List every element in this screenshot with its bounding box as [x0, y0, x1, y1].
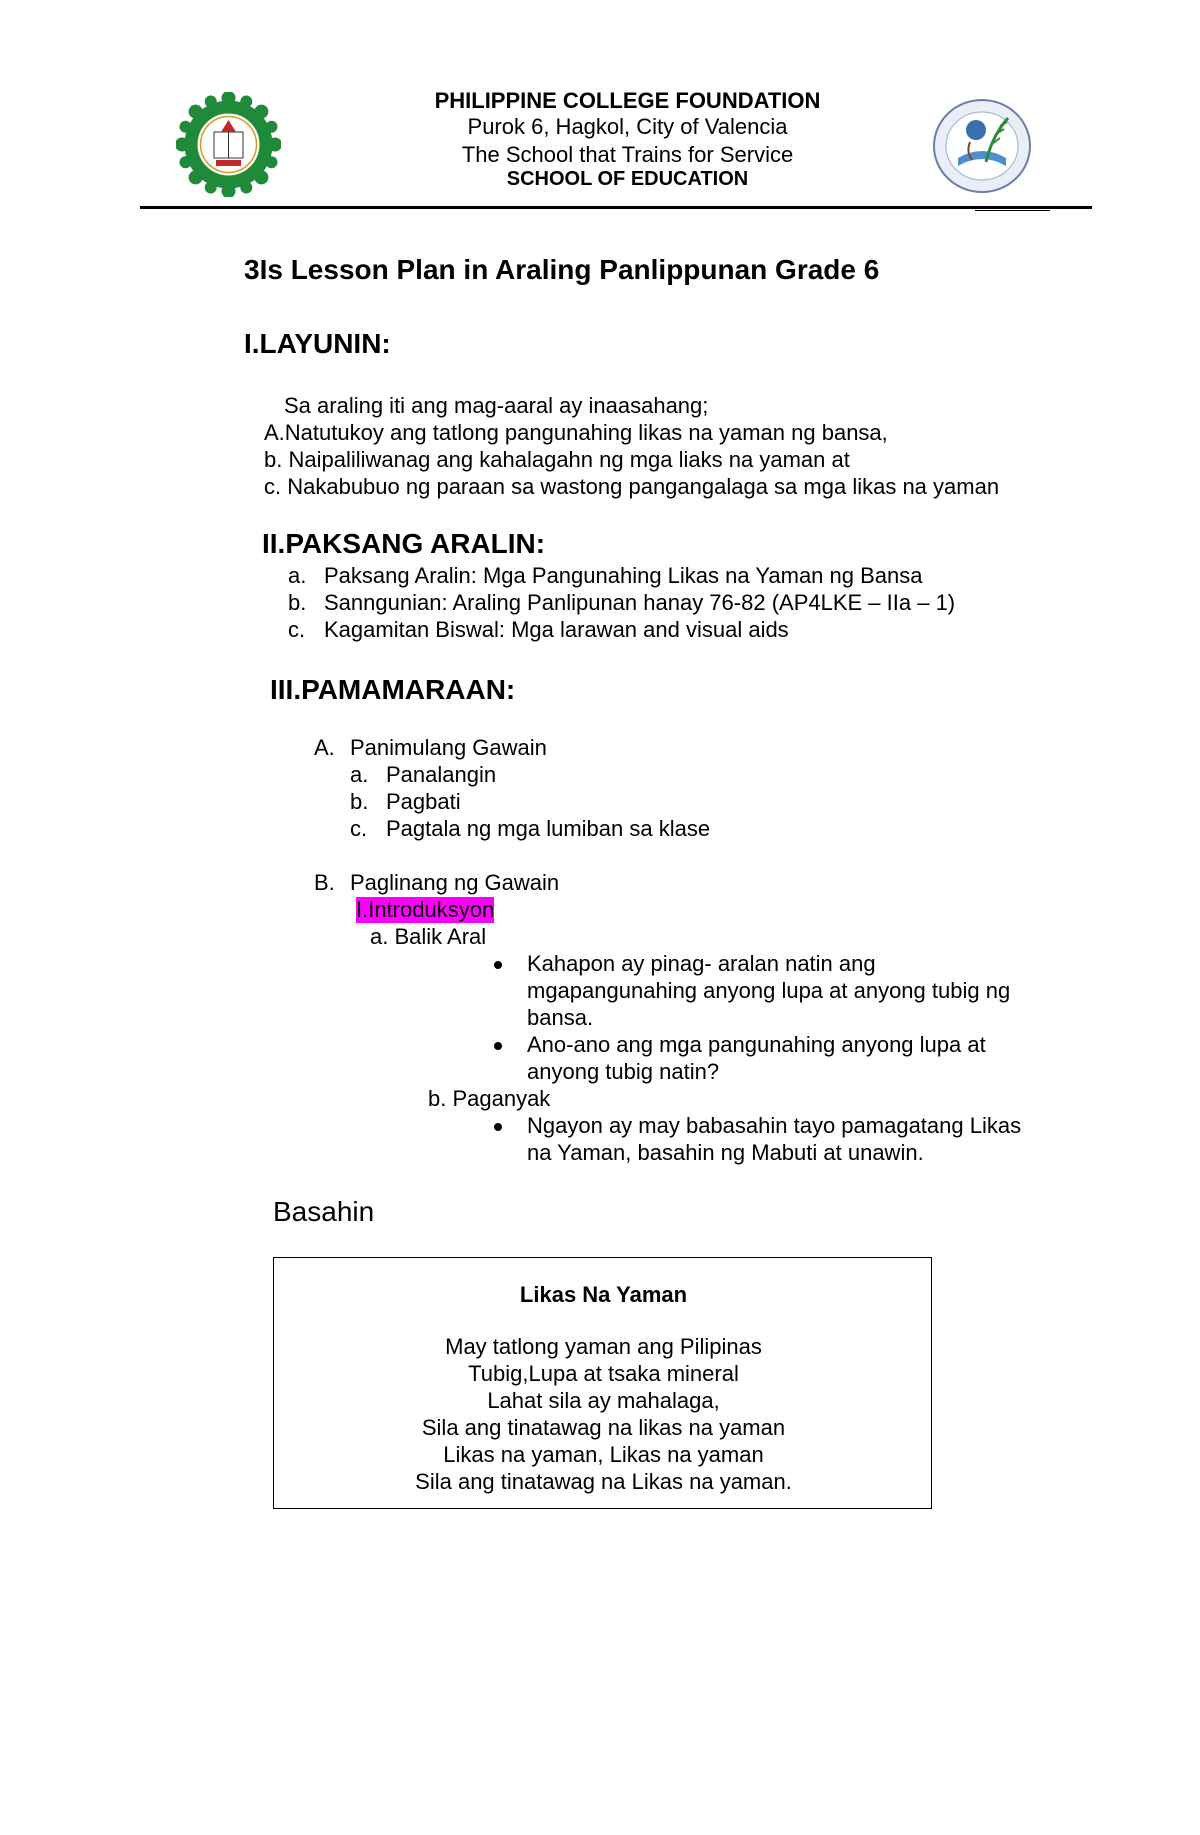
- institution-address: Purok 6, Hagkol, City of Valencia: [467, 114, 788, 139]
- poem-box: [273, 1257, 932, 1509]
- list-marker: A.: [314, 735, 335, 760]
- list-marker: b.: [288, 590, 307, 615]
- paganyak-text: Ngayon ay may babasahin tayo pamagatang Likas: [527, 1113, 1022, 1138]
- list-marker: a.: [288, 563, 307, 588]
- list-marker: b.: [350, 789, 369, 814]
- paganyak-label: b. Paganyak: [428, 1086, 551, 1111]
- list-marker: B.: [314, 870, 335, 895]
- poem-line: Tubig,Lupa at tsaka mineral: [468, 1361, 739, 1386]
- poem-title: Likas Na Yaman: [519, 1282, 688, 1307]
- poem-line: May tatlong yaman ang Pilipinas: [445, 1334, 762, 1359]
- header-divider: [140, 206, 1092, 209]
- balik-aral-text: Kahapon ay pinag- aralan natin ang: [527, 951, 876, 976]
- institution-motto: The School that Trains for Service: [461, 142, 794, 167]
- balik-aral-text: Ano-ano ang mga pangunahing anyong lupa at: [527, 1032, 986, 1057]
- balik-aral-text: anyong tubig natin?: [527, 1059, 720, 1084]
- objectives-intro: Sa araling iti ang mag-aaral ay inaasahang;: [284, 393, 709, 418]
- balik-aral-text: mgapangunahing anyong lupa at anyong tubig ng: [527, 978, 1011, 1003]
- objective-item: c. Nakabubuo ng paraan sa wastong pangangalaga sa mga likas na yaman: [264, 474, 1000, 499]
- page-title: 3Is Lesson Plan in Araling Panlippunan Grade 6: [244, 254, 880, 285]
- part-b-label: Paglinang ng Gawain: [350, 870, 560, 895]
- list-item: Panalangin: [386, 762, 497, 787]
- objective-item: b. Naipaliliwanag ang kahalagahn ng mga liaks na yaman at: [264, 447, 850, 472]
- poem-line: Sila ang tinatawag na Likas na yaman.: [415, 1469, 792, 1494]
- list-item: Kagamitan Biswal: Mga larawan and visual aids: [324, 617, 789, 642]
- balik-aral-text: bansa.: [527, 1005, 594, 1030]
- department-name: SCHOOL OF EDUCATION: [506, 168, 749, 190]
- objective-item: A.Natutukoy ang tatlong pangunahing likas na yaman ng bansa,: [264, 420, 888, 445]
- introduksyon-highlight: I.Introduksyon: [356, 897, 495, 922]
- list-marker: a.: [350, 762, 369, 787]
- institution-name: PHILIPPINE COLLEGE FOUNDATION: [434, 88, 821, 113]
- section-heading-pamamaraan: III.PAMAMARAAN:: [270, 674, 516, 705]
- section-heading-layunin: I.LAYUNIN:: [244, 328, 391, 359]
- section-heading-paksang-aralin: II.PAKSANG ARALIN:: [262, 528, 546, 559]
- list-item: Sanngunian: Araling Panlipunan hanay 76-82 (AP4LKE – IIa – 1): [324, 590, 956, 615]
- list-item: Paksang Aralin: Mga Pangunahing Likas na Yaman ng Bansa: [324, 563, 923, 588]
- part-a-label: Panimulang Gawain: [350, 735, 547, 760]
- poem-line: Sila ang tinatawag na likas na yaman: [421, 1415, 786, 1440]
- list-marker: c.: [288, 617, 306, 642]
- bullet-icon: [494, 1042, 502, 1050]
- bullet-icon: [494, 1123, 502, 1131]
- list-item: Pagbati: [386, 789, 461, 814]
- header-divider-accent: [975, 210, 1050, 211]
- poem-line: Likas na yaman, Likas na yaman: [443, 1442, 764, 1467]
- poem-line: Lahat sila ay mahalaga,: [487, 1388, 720, 1413]
- basahin-heading: Basahin: [273, 1196, 375, 1227]
- paganyak-text: na Yaman, basahin ng Mabuti at unawin.: [527, 1140, 924, 1165]
- balik-aral-label: a. Balik Aral: [370, 924, 487, 949]
- list-marker: c.: [350, 816, 368, 841]
- list-item: Pagtala ng mga lumiban sa klase: [386, 816, 711, 841]
- bullet-icon: [494, 961, 502, 969]
